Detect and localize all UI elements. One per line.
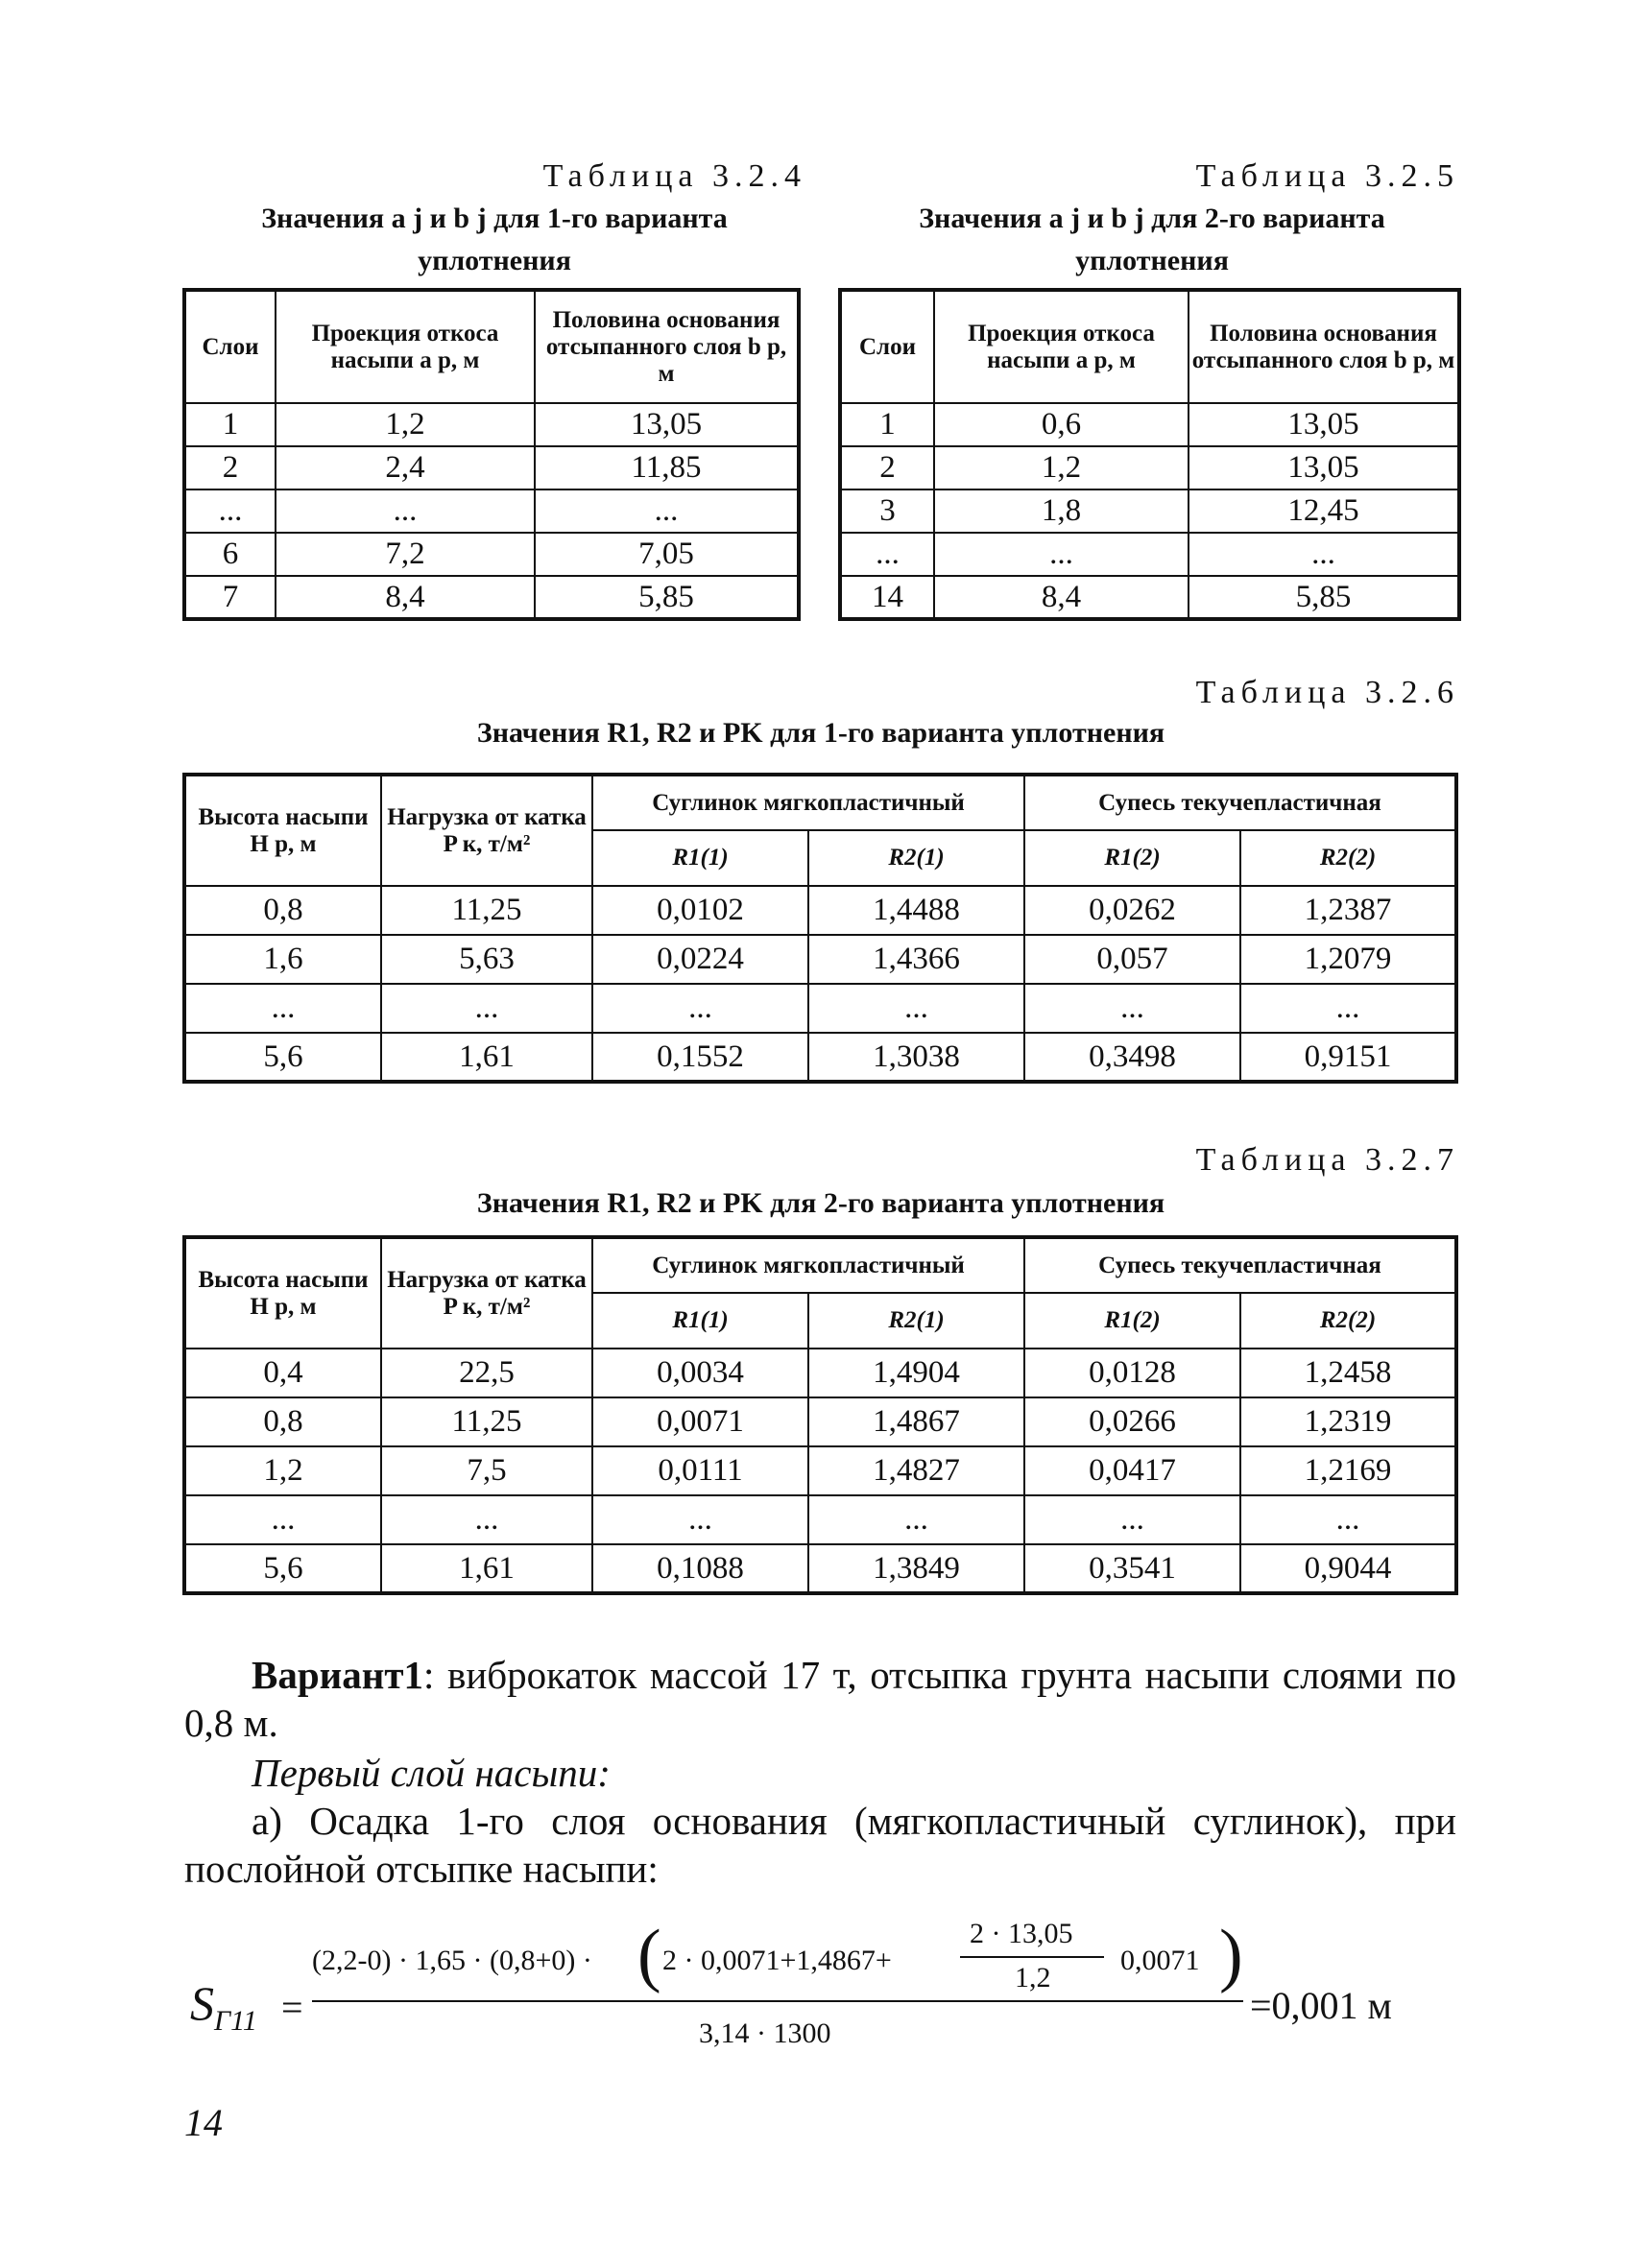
table-cell: ...: [1189, 533, 1459, 576]
table-cell: 1,3849: [808, 1544, 1024, 1593]
table-cell: ...: [381, 984, 592, 1033]
table-3-2-4-caption: Таблица 3.2.4: [542, 158, 806, 194]
table-cell: 7,2: [276, 533, 535, 576]
table-row: [184, 489, 799, 533]
table-row: [184, 984, 1456, 1033]
first-layer-heading: Первый слой насыпи:: [252, 1751, 611, 1795]
item-a-paragraph: а) Осадка 1-го слоя основания (мягкопластичный суглинок), при послойной отсыпке насыпи:: [184, 1799, 1456, 1891]
table-cell: 7,05: [535, 533, 799, 576]
table-row: [184, 886, 1456, 935]
table-header-row: [184, 290, 799, 403]
table-cell: 14: [840, 576, 934, 619]
table-cell: R2(1): [808, 830, 1024, 886]
table-cell: 13,05: [1189, 446, 1459, 489]
table-cell: 1,2387: [1240, 886, 1456, 935]
table-cell: R2(1): [808, 1293, 1024, 1349]
formula-num-tail: 0,0071: [1120, 1945, 1200, 1976]
table-3-2-6-caption: Таблица 3.2.6: [1195, 675, 1459, 710]
table-cell: 0,0128: [1024, 1349, 1240, 1397]
table-cell: 0,1552: [592, 1033, 808, 1082]
table-cell: 0,4: [184, 1349, 381, 1397]
table-cell: 3: [840, 489, 934, 533]
table-cell: ...: [592, 1495, 808, 1544]
table-cell: ...: [592, 984, 808, 1033]
table-row: [184, 576, 799, 619]
table-header-row: [840, 290, 1459, 403]
table-cell: ...: [1240, 984, 1456, 1033]
table-cell: R2(2): [1240, 1293, 1456, 1349]
formula-lhs: $S_{Г11}$: [190, 1976, 257, 2037]
table-cell: ...: [184, 1495, 381, 1544]
table-cell: 0,057: [1024, 935, 1240, 984]
formula-paren-open: (: [637, 1916, 661, 1994]
table-cell: 0,0262: [1024, 886, 1240, 935]
table-3-2-5-title: Значения a j и b j для 2-го варианта уплотнения: [919, 203, 1385, 276]
table-cell: 5,85: [535, 576, 799, 619]
table-cell: 1,8: [934, 489, 1189, 533]
table-row: [184, 1349, 1456, 1397]
table-cell: Высота насыпи H p, м: [184, 775, 381, 886]
table-3-2-6: [182, 773, 1457, 1084]
table-cell: R1(1): [592, 830, 808, 886]
table-cell: ...: [1240, 1495, 1456, 1544]
table-cell: 2: [840, 446, 934, 489]
table-cell: 0,0224: [592, 935, 808, 984]
table-cell: 1,4867: [808, 1397, 1024, 1446]
table-cell: 1,2169: [1240, 1446, 1456, 1495]
table-cell: Супесь текучепластичная: [1024, 1237, 1456, 1293]
table-cell: 1,4904: [808, 1349, 1024, 1397]
table-cell: Проекция откоса насыпи a p, м: [934, 290, 1189, 403]
table-cell: Нагрузка от катка P к, т/м²: [381, 1237, 592, 1349]
table-cell: 0,0111: [592, 1446, 808, 1495]
table-cell: 1,3038: [808, 1033, 1024, 1082]
table-cell: 1: [184, 403, 276, 446]
table-3-2-7: [182, 1235, 1457, 1595]
table-cell: Слои: [840, 290, 934, 403]
table-cell: 5,6: [184, 1544, 381, 1593]
table-cell: 1,4827: [808, 1446, 1024, 1495]
table-cell: 8,4: [276, 576, 535, 619]
table-cell: 0,0417: [1024, 1446, 1240, 1495]
table-cell: 1,2319: [1240, 1397, 1456, 1446]
table-cell: 12,45: [1189, 489, 1459, 533]
table-3-2-7-title: Значения R1, R2 и PK для 2-го варианта уплотнения: [476, 1187, 1165, 1219]
table-cell: 0,0266: [1024, 1397, 1240, 1446]
table-3-2-5-caption: Таблица 3.2.5: [1195, 158, 1459, 194]
table-cell: 13,05: [535, 403, 799, 446]
table-cell: 1,2458: [1240, 1349, 1456, 1397]
table-cell: 7: [184, 576, 276, 619]
table-cell: 5,63: [381, 935, 592, 984]
table-row: [840, 446, 1459, 489]
table-cell: Половина основания отсыпанного слоя b p, м: [1189, 290, 1459, 403]
table-cell: Высота насыпи H p, м: [184, 1237, 381, 1349]
table-cell: R1(2): [1024, 830, 1240, 886]
table-cell: ...: [535, 489, 799, 533]
table-cell: ...: [184, 489, 276, 533]
table-cell: 0,6: [934, 403, 1189, 446]
formula-inner-fraction-bar: [960, 1956, 1104, 1958]
variant-paragraph: [184, 1651, 1456, 1747]
table-cell: 2: [184, 446, 276, 489]
table-row: [184, 935, 1456, 984]
table-row: [840, 489, 1459, 533]
table-cell: 11,25: [381, 1397, 592, 1446]
table-cell: 7,5: [381, 1446, 592, 1495]
table-3-2-7-caption: Таблица 3.2.7: [1195, 1142, 1459, 1178]
table-cell: ...: [808, 984, 1024, 1033]
table-3-2-6-title: Значения R1, R2 и PK для 1-го варианта уплотнения: [476, 717, 1165, 749]
table-cell: ...: [1024, 984, 1240, 1033]
table-cell: 8,4: [934, 576, 1189, 619]
table-cell: 0,0102: [592, 886, 808, 935]
page-number: 14: [184, 2101, 223, 2144]
table-cell: Нагрузка от катка P к, т/м²: [381, 775, 592, 886]
table-cell: 6: [184, 533, 276, 576]
table-cell: 0,0071: [592, 1397, 808, 1446]
formula-eq: =: [281, 1986, 303, 2029]
table-cell: ...: [276, 489, 535, 533]
table-cell: 0,9044: [1240, 1544, 1456, 1593]
table-cell: Слои: [184, 290, 276, 403]
variant-text: : виброкаток массой 17 т, отсыпка грунта насыпи слоями по 0,8 м.: [184, 1653, 1456, 1745]
table-cell: R1(1): [592, 1293, 808, 1349]
table-3-2-4: [182, 288, 797, 621]
table-cell: ...: [1024, 1495, 1240, 1544]
table-row: [184, 1397, 1456, 1446]
table-cell: ...: [184, 984, 381, 1033]
table-cell: ...: [381, 1495, 592, 1544]
table-header-row: [184, 775, 1456, 830]
table-row: [184, 446, 799, 489]
table-cell: 1,2: [934, 446, 1189, 489]
variant-label: Вариант1: [252, 1653, 424, 1697]
table-cell: 1,6: [184, 935, 381, 984]
table-row: [184, 1495, 1456, 1544]
table-row: [840, 403, 1459, 446]
table-cell: ...: [934, 533, 1189, 576]
table-row: [840, 533, 1459, 576]
table-cell: 1,4366: [808, 935, 1024, 984]
formula-frac-den: 1,2: [1015, 1962, 1051, 1993]
table-cell: 1,61: [381, 1033, 592, 1082]
table-cell: Супесь текучепластичная: [1024, 775, 1456, 830]
table-cell: 11,25: [381, 886, 592, 935]
table-header-row: [184, 1237, 1456, 1293]
table-cell: 0,0034: [592, 1349, 808, 1397]
table-cell: 1: [840, 403, 934, 446]
table-cell: R1(2): [1024, 1293, 1240, 1349]
table-cell: R2(2): [1240, 830, 1456, 886]
table-cell: Суглинок мягкопластичный: [592, 1237, 1024, 1293]
table-cell: 0,9151: [1240, 1033, 1456, 1082]
table-cell: Половина основания отсыпанного слоя b p, м: [535, 290, 799, 403]
formula-main-fraction-bar: [312, 2000, 1243, 2002]
formula-den: 3,14 · 1300: [699, 2017, 831, 2049]
table-cell: 11,85: [535, 446, 799, 489]
table-cell: Суглинок мягкопластичный: [592, 775, 1024, 830]
table-cell: 0,1088: [592, 1544, 808, 1593]
table-cell: Проекция откоса насыпи a p, м: [276, 290, 535, 403]
table-row: [184, 403, 799, 446]
table-row: [184, 1544, 1456, 1593]
table-cell: 0,3541: [1024, 1544, 1240, 1593]
table-row: [840, 576, 1459, 619]
table-cell: 13,05: [1189, 403, 1459, 446]
table-cell: 5,85: [1189, 576, 1459, 619]
table-cell: 0,8: [184, 1397, 381, 1446]
formula-frac-num: 2 · 13,05: [970, 1918, 1073, 1949]
formula-result: =0,001 м: [1250, 1984, 1392, 2027]
table-3-2-5: [838, 288, 1457, 621]
table-cell: 1,2: [276, 403, 535, 446]
table-row: [184, 533, 799, 576]
table-cell: 1,61: [381, 1544, 592, 1593]
table-cell: 1,4488: [808, 886, 1024, 935]
table-cell: 0,3498: [1024, 1033, 1240, 1082]
table-cell: ...: [808, 1495, 1024, 1544]
formula-paren-close: ): [1219, 1916, 1243, 1994]
formula-num-inner: 2 · 0,0071+1,4867+: [662, 1945, 892, 1976]
table-cell: 22,5: [381, 1349, 592, 1397]
table-row: [184, 1446, 1456, 1495]
table-cell: ...: [840, 533, 934, 576]
table-cell: 2,4: [276, 446, 535, 489]
table-cell: 1,2: [184, 1446, 381, 1495]
table-3-2-4-title: Значения a j и b j для 1-го варианта уплотнения: [261, 203, 728, 276]
table-cell: 0,8: [184, 886, 381, 935]
formula-num-left: (2,2-0) · 1,65 · (0,8+0) ·: [312, 1945, 592, 1976]
table-cell: 1,2079: [1240, 935, 1456, 984]
table-row: [184, 1033, 1456, 1082]
table-cell: 5,6: [184, 1033, 381, 1082]
